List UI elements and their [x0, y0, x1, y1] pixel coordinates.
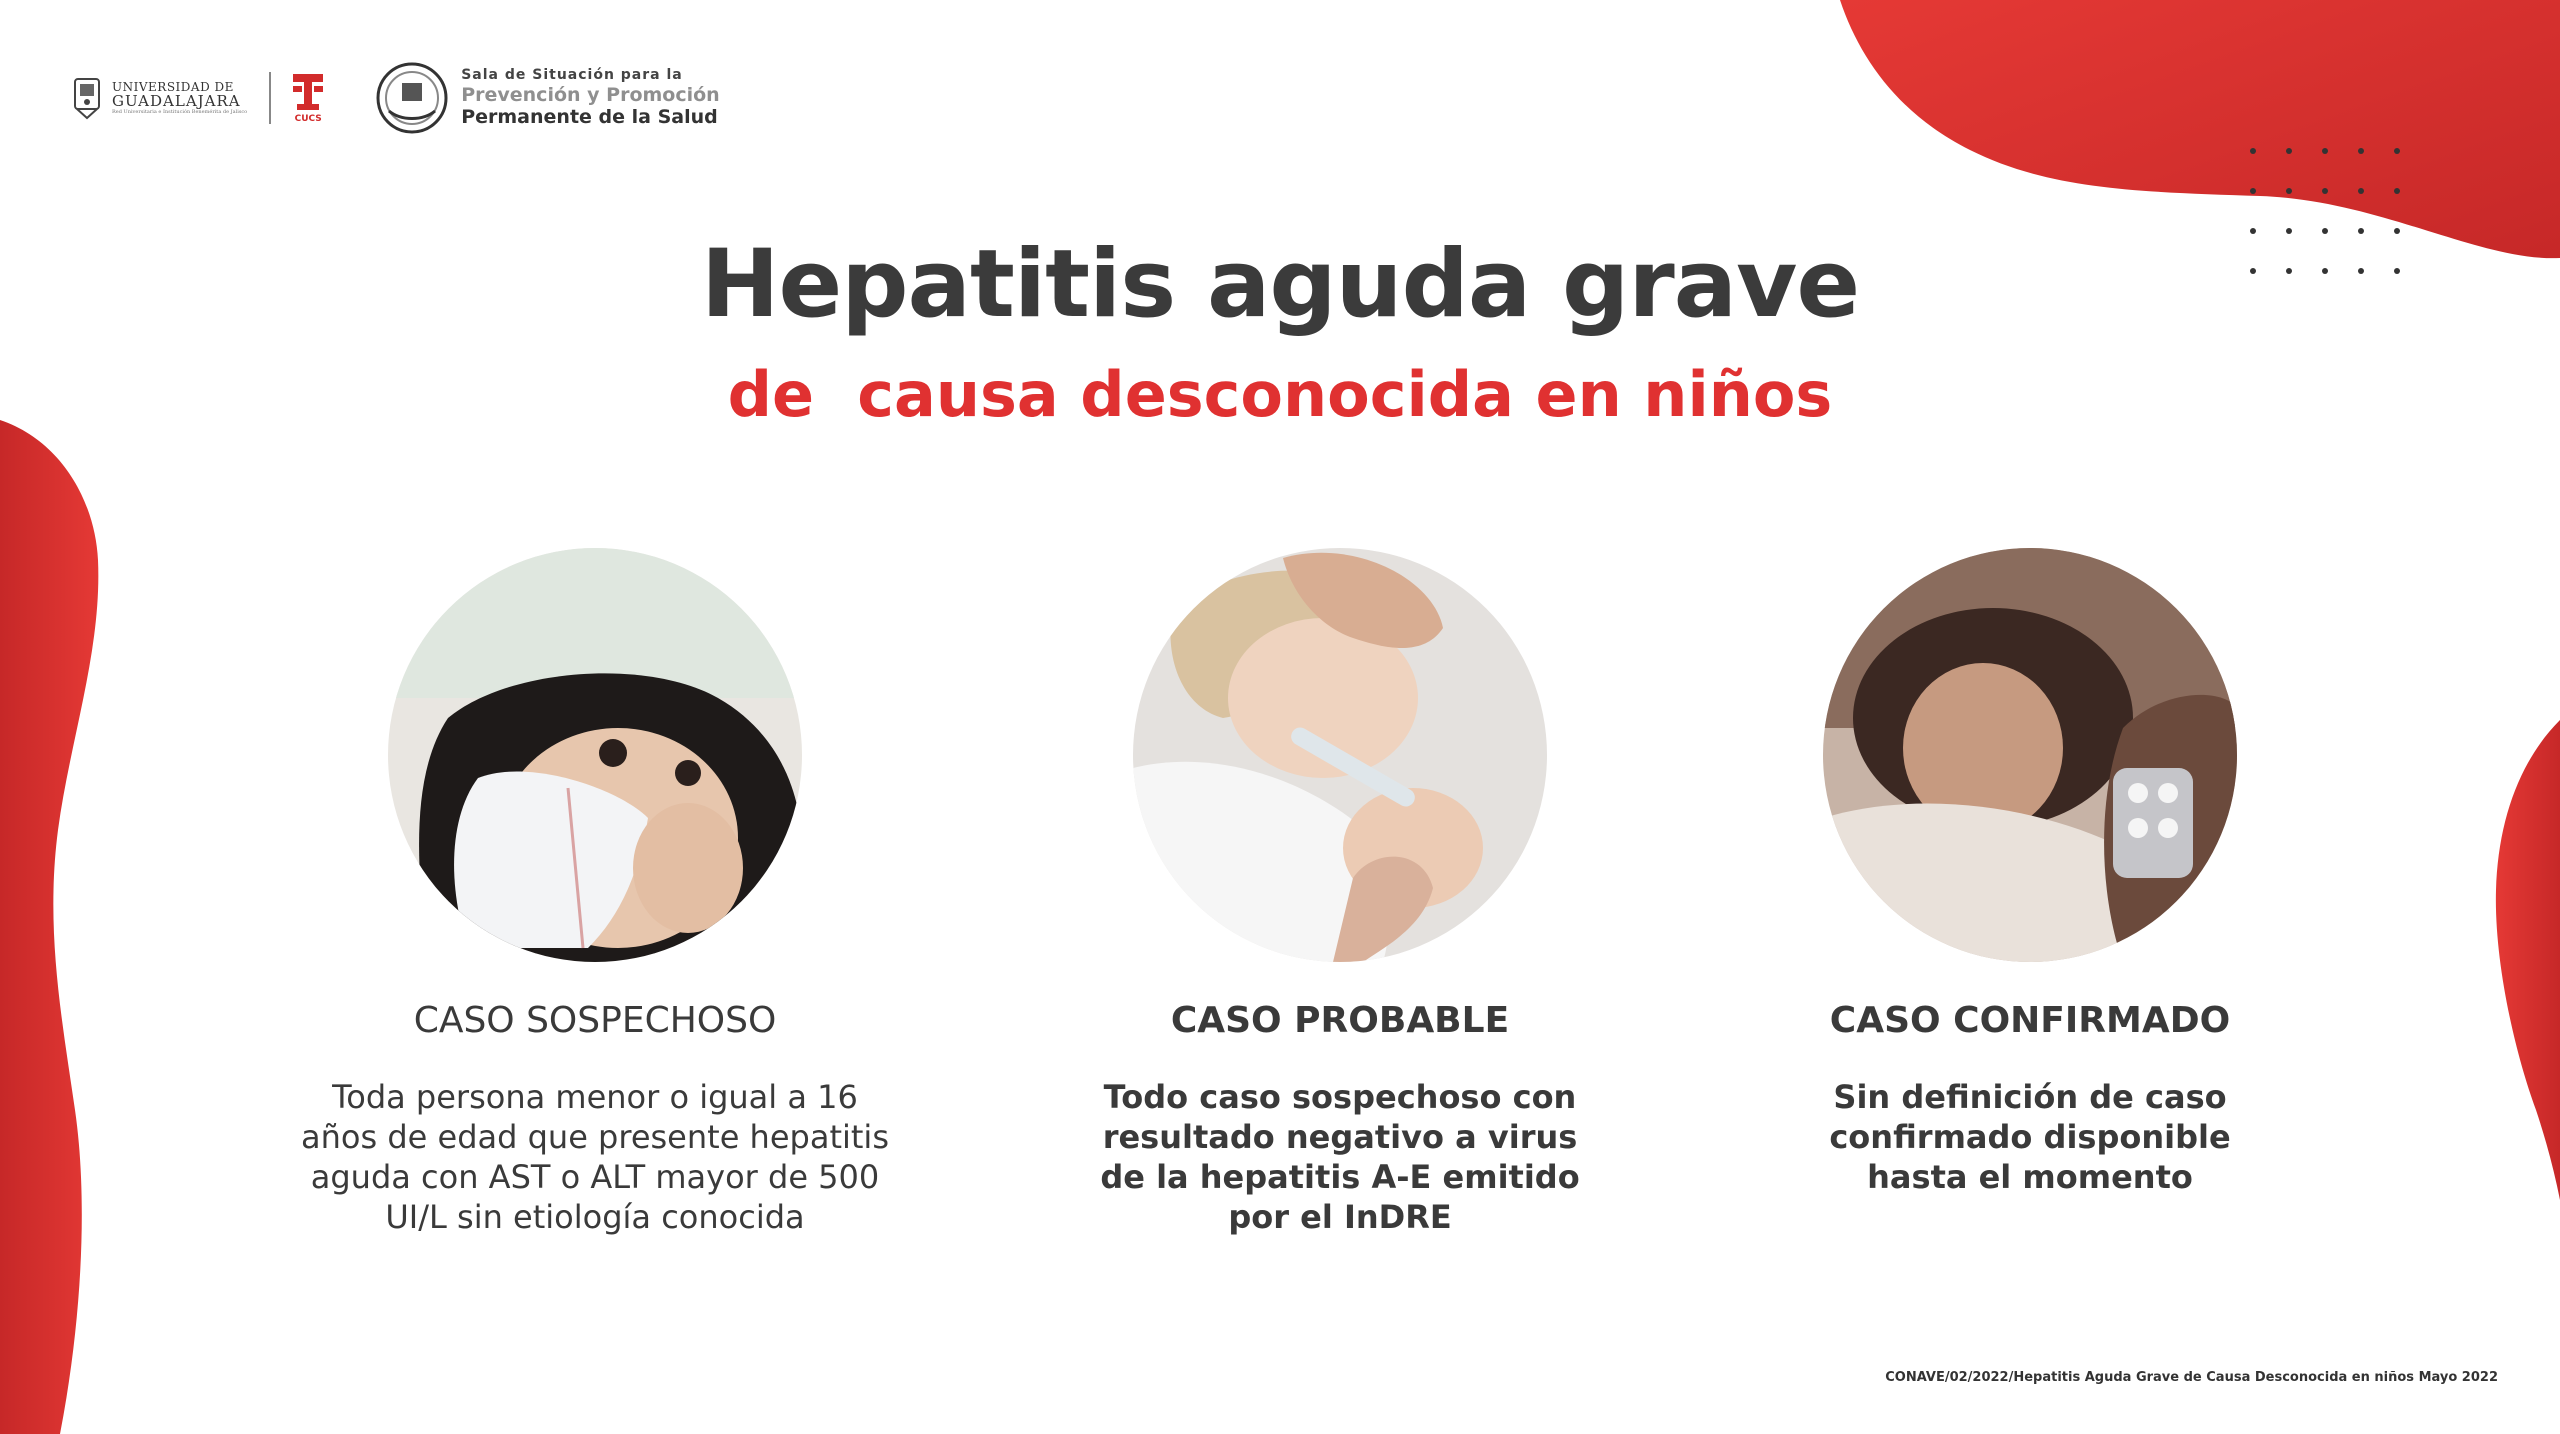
description-line: años de edad que presente hepatitis	[301, 1118, 889, 1156]
case-description	[295, 1077, 895, 1237]
case-heading: CASO CONFIRMADO	[1829, 1000, 2231, 1041]
dot	[2286, 188, 2292, 194]
dot	[2250, 188, 2256, 194]
dot	[2322, 188, 2328, 194]
case-heading: CASO PROBABLE	[1170, 1000, 1510, 1041]
case-column-probable	[1030, 548, 1650, 1237]
udg-line2: GUADALAJARA	[112, 91, 241, 110]
description-line: hasta el momento	[1867, 1158, 2193, 1196]
sala-situacion-logo	[375, 61, 720, 135]
description-line: resultado negativo a virus	[1102, 1118, 1578, 1156]
description-line: Sin definición de caso	[1833, 1078, 2227, 1116]
udg-line1: UNIVERSIDAD DE	[112, 80, 234, 95]
dot	[2358, 148, 2364, 154]
sick-child-with-pills-photo	[1823, 548, 2237, 962]
case-heading: CASO SOSPECHOSO	[413, 1000, 777, 1041]
child-with-thermometer-photo	[1133, 548, 1547, 962]
header-logos	[72, 48, 720, 148]
right-red-shape	[2480, 0, 2560, 1434]
description-line: aguda con AST o ALT mayor de 500	[310, 1158, 880, 1196]
page-title: Hepatitis aguda grave	[700, 230, 1860, 339]
description-line: de la hepatitis A-E emitido	[1100, 1158, 1580, 1196]
footer-reference: CONAVE/02/2022/Hepatitis Aguda Grave de Causa Desconocida en niños Mayo 2022	[1885, 1370, 2498, 1385]
sala-line1: Sala de Situación para la	[461, 66, 683, 83]
page-subtitle: de causa desconocida en niños	[727, 358, 1833, 431]
cucs-logo	[291, 72, 325, 124]
child-with-mask-photo	[388, 548, 802, 962]
sala-line2: Prevención y Promoción	[461, 83, 720, 106]
left-red-shape	[0, 0, 110, 1434]
cucs-label: CUCS	[294, 114, 322, 124]
dot	[2250, 148, 2256, 154]
logo-divider	[269, 72, 271, 124]
dot	[2286, 148, 2292, 154]
udg-crest-icon	[72, 76, 102, 120]
dot	[2358, 188, 2364, 194]
sala-seal-icon	[375, 61, 449, 135]
description-line: por el InDRE	[1228, 1198, 1452, 1236]
case-description	[1040, 1077, 1640, 1237]
udg-logo	[72, 76, 247, 120]
dot	[2322, 148, 2328, 154]
case-column-confirmado	[1720, 548, 2340, 1197]
udg-tagline: Red Universitaria e Institución Benemérita de Jalisco	[112, 108, 248, 115]
cucs-emblem-icon	[291, 72, 325, 112]
case-column-sospechoso	[285, 548, 905, 1237]
sala-line3: Permanente de la Salud	[461, 106, 718, 129]
dot	[2394, 188, 2400, 194]
description-line: UI/L sin etiología conocida	[385, 1198, 805, 1236]
description-line: confirmado disponible	[1829, 1118, 2231, 1156]
description-line: Todo caso sospechoso con	[1103, 1078, 1577, 1116]
description-line: Toda persona menor o igual a 16	[332, 1078, 858, 1116]
dot	[2394, 148, 2400, 154]
case-description	[1730, 1077, 2330, 1197]
